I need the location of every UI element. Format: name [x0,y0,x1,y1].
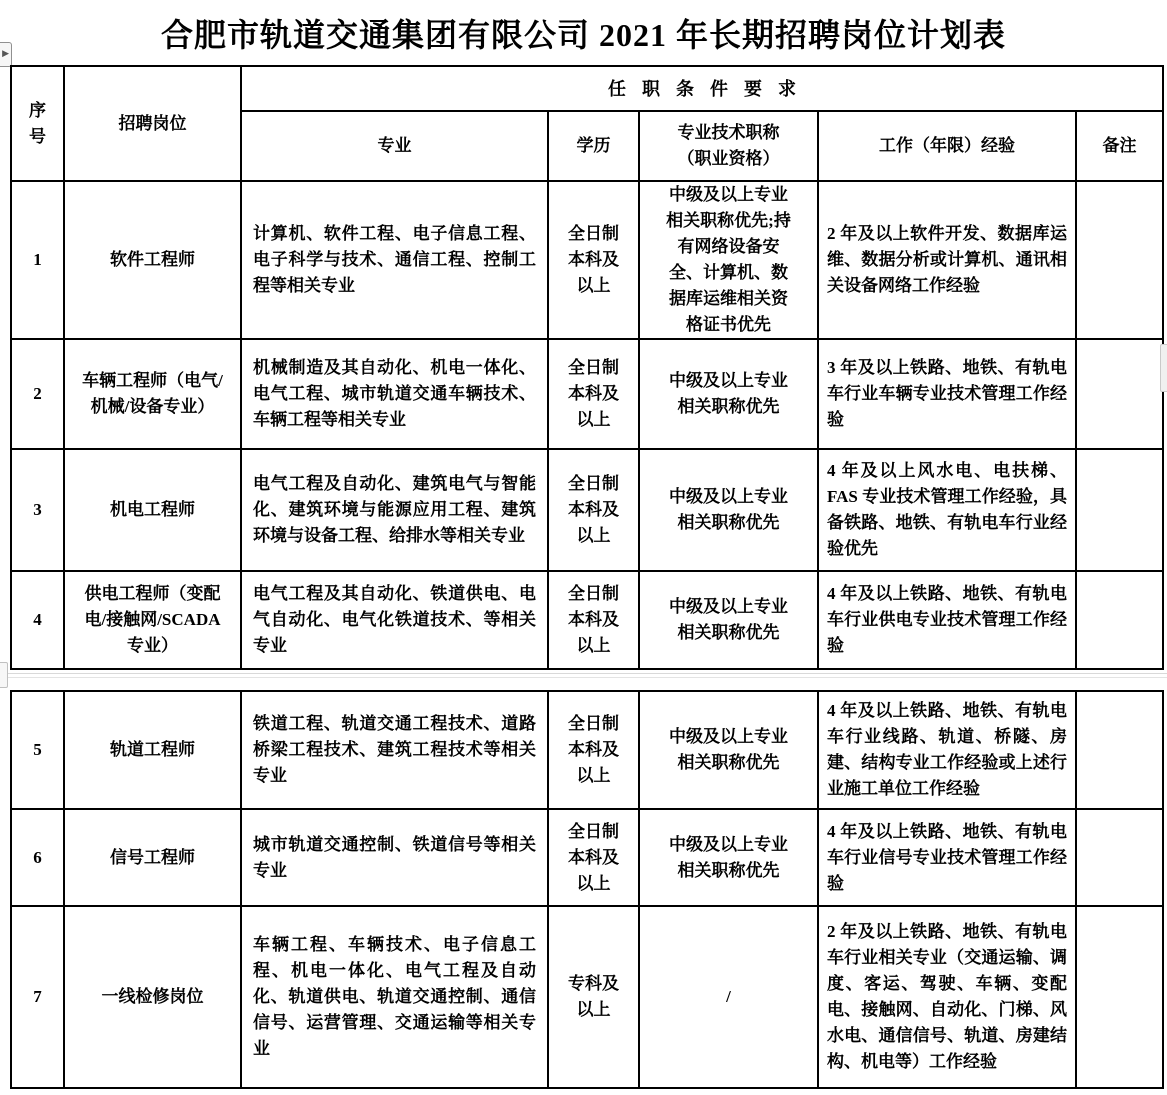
header-education: 学历 [548,111,639,181]
cell-no: 5 [11,691,64,809]
chevron-right-icon: ▶ [2,49,9,59]
cell-remark [1076,691,1163,809]
cell-remark [1076,906,1163,1088]
cell-remark [1076,449,1163,571]
cell-experience: 4 年及以上风水电、电扶梯、FAS 专业技术管理工作经验，具备铁路、地铁、有轨电车行业经验优先 [818,449,1076,571]
header-experience: 工作（年限）经验 [818,111,1076,181]
header-requirements: 任职条件要求 [241,66,1163,111]
cell-position: 轨道工程师 [64,691,241,809]
header-major: 专业 [241,111,548,181]
cell-title-cert: 中级及以上专业相关职称优先 [639,691,818,809]
cell-education: 全日制本科及以上 [548,809,639,906]
page-split-marker [0,662,8,688]
cell-major: 计算机、软件工程、电子信息工程、电子科学与技术、通信工程、控制工程等相关专业 [241,181,548,339]
cell-position: 供电工程师（变配电/接触网/SCADA 专业） [64,571,241,669]
page-title: 合肥市轨道交通集团有限公司 2021 年长期招聘岗位计划表 [160,17,1006,53]
cell-title-cert: 中级及以上专业相关职称优先 [639,571,818,669]
cell-major: 机械制造及其自动化、机电一体化、电气工程、城市轨道交通车辆技术、车辆工程等相关专业 [241,339,548,449]
page-split-line [0,673,1167,678]
cell-no: 7 [11,906,64,1088]
header-position: 招聘岗位 [64,66,241,181]
header-title-cert: 专业技术职称（职业资格） [639,111,818,181]
cell-no: 6 [11,809,64,906]
cell-major: 车辆工程、车辆技术、电子信息工程、机电一体化、电气工程及自动化、轨道供电、轨道交通控制、通信信号、运营管理、交通运输等相关专业 [241,906,548,1088]
cell-title-cert: 中级及以上专业相关职称优先 [639,809,818,906]
table-row [11,339,1163,449]
cell-major: 电气工程及其自动化、铁道供电、电气自动化、电气化铁道技术、等相关专业 [241,571,548,669]
cell-experience: 4 年及以上铁路、地铁、有轨电车行业供电专业技术管理工作经验 [818,571,1076,669]
cell-title-cert: 中级及以上专业相关职称优先 [639,339,818,449]
cell-position: 软件工程师 [64,181,241,339]
cell-major: 城市轨道交通控制、铁道信号等相关专业 [241,809,548,906]
cell-position: 信号工程师 [64,809,241,906]
cell-education: 全日制本科及以上 [548,691,639,809]
table-row [11,181,1163,339]
cell-education: 专科及以上 [548,906,639,1088]
scrollbar-thumb[interactable] [1160,344,1167,392]
cell-experience: 4 年及以上铁路、地铁、有轨电车行业线路、轨道、桥隧、房建、结构专业工作经验或上述行业施工单位工作经验 [818,691,1076,809]
cell-position: 机电工程师 [64,449,241,571]
cell-major: 铁道工程、轨道交通工程技术、道路桥梁工程技术、建筑工程技术等相关专业 [241,691,548,809]
table-row [11,571,1163,669]
cell-major: 电气工程及自动化、建筑电气与智能化、建筑环境与能源应用工程、建筑环境与设备工程、给排水等相关专业 [241,449,548,571]
cell-no: 1 [11,181,64,339]
cell-title-cert: 中级及以上专业相关职称优先 [639,449,818,571]
cell-education: 全日制本科及以上 [548,449,639,571]
header-remark: 备注 [1076,111,1163,181]
cell-position: 车辆工程师（电气/机械/设备专业） [64,339,241,449]
cell-education: 全日制本科及以上 [548,571,639,669]
table-row [11,906,1163,1088]
table-row [11,691,1163,809]
cell-position: 一线检修岗位 [64,906,241,1088]
recruitment-table-part2 [10,690,1164,1089]
cell-experience: 3 年及以上铁路、地铁、有轨电车行业车辆专业技术管理工作经验 [818,339,1076,449]
cell-experience: 2 年及以上软件开发、数据库运维、数据分析或计算机、通讯相关设备网络工作经验 [818,181,1076,339]
cell-no: 4 [11,571,64,669]
cell-education: 全日制本科及以上 [548,339,639,449]
cell-remark [1076,809,1163,906]
table-row [11,449,1163,571]
header-no: 序号 [11,66,64,181]
cell-no: 3 [11,449,64,571]
recruitment-table-part1 [10,65,1164,670]
cell-experience: 4 年及以上铁路、地铁、有轨电车行业信号专业技术管理工作经验 [818,809,1076,906]
cell-experience: 2 年及以上铁路、地铁、有轨电车行业相关专业（交通运输、调度、客运、驾驶、车辆、变配电、接触网、自动化、门梯、风水电、通信信号、轨道、房建结构、机电等）工作经验 [818,906,1076,1088]
cell-education: 全日制本科及以上 [548,181,639,339]
cell-remark [1076,571,1163,669]
table-row [11,809,1163,906]
cell-remark [1076,339,1163,449]
cell-remark [1076,181,1163,339]
cell-no: 2 [11,339,64,449]
cell-title-cert: / [639,906,818,1088]
cell-title-cert: 中级及以上专业相关职称优先;持有网络设备安全、计算机、数据库运维相关资格证书优先 [639,181,818,339]
